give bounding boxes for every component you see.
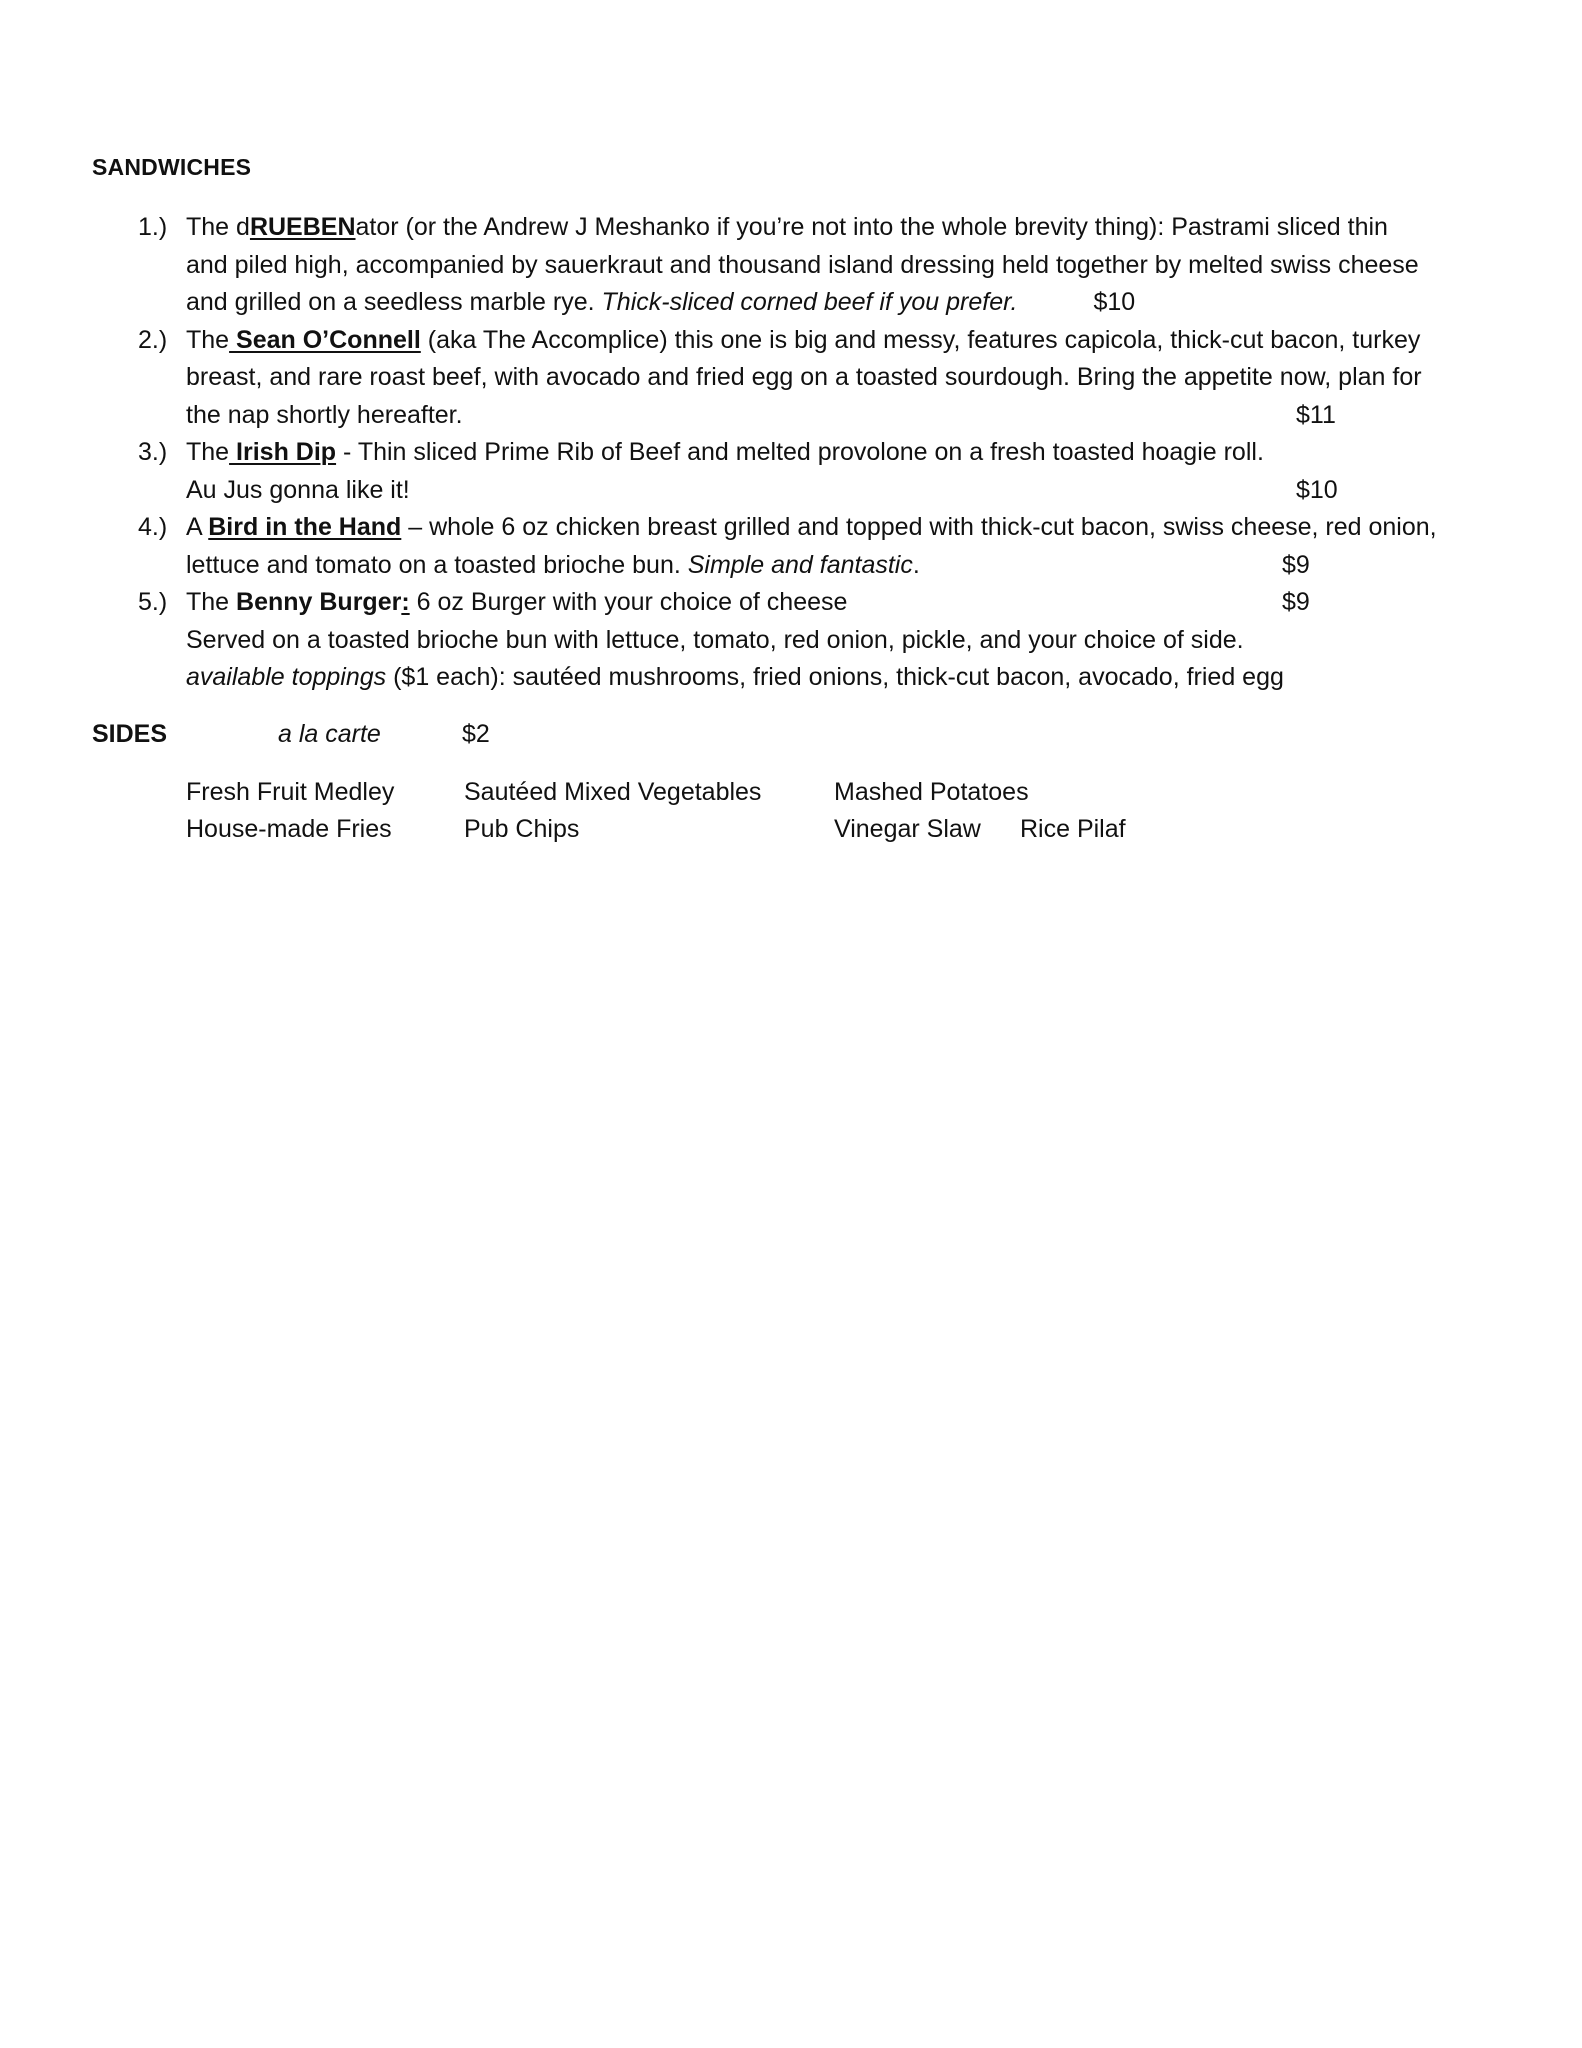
item-line (186, 547, 1478, 585)
side-item: Vinegar Slaw (834, 815, 981, 843)
item-number: 1.) (138, 213, 168, 241)
item-note: available toppings (186, 663, 387, 691)
item-line (186, 509, 1478, 547)
sides-heading (92, 716, 167, 754)
item-price: $9 (1282, 550, 1310, 579)
item-line (186, 584, 1478, 622)
side-item: Sautéed Mixed Vegetables (464, 778, 762, 806)
item-text: . (912, 550, 920, 579)
sides-note: a la carte (278, 720, 381, 748)
item-line (186, 209, 1478, 247)
item-line (186, 322, 1478, 360)
side-item: Mashed Potatoes (834, 778, 1029, 806)
side-item: Rice Pilaf (1020, 815, 1126, 843)
item-line (186, 434, 1478, 472)
item-line: breast, and rare roast beef, with avocado and fried egg on a toasted sourdough. Bring the appetite now, plan for (186, 363, 1422, 391)
side-item: Fresh Fruit Medley (186, 778, 395, 806)
item-name: RUEBEN (249, 213, 356, 241)
side-item: Pub Chips (464, 815, 580, 843)
item-name: Sean O’Connell (229, 325, 421, 354)
sides-heading-text: SIDES (92, 720, 168, 748)
item-line (186, 397, 1478, 435)
item-text: the nap shortly hereafter. (186, 400, 463, 429)
menu-item-drubenator (138, 209, 1478, 322)
sides-price: $2 (462, 720, 490, 748)
sandwiches-heading: SANDWICHES (92, 154, 252, 180)
item-text: – whole 6 oz chicken breast grilled and topped with thick-cut bacon, swiss cheese, red onion, (401, 513, 1437, 541)
item-name: Bird in the Hand (208, 513, 402, 541)
item-price: $10 (1093, 288, 1136, 316)
item-text: ($1 each): sautéed mushrooms, fried onions, thick-cut bacon, avocado, fried egg (386, 663, 1284, 691)
item-text: ator (or the Andrew J Meshanko if you’re not into the whole brevity thing): Pastrami sliced thin (355, 213, 1388, 241)
item-line (186, 284, 1478, 322)
item-text: The d (186, 213, 250, 241)
item-number: 5.) (138, 588, 168, 616)
item-text: Au Jus gonna like it! (186, 475, 410, 504)
item-text: (aka The Accomplice) this one is big and messy, features capicola, thick-cut bacon, turkey (420, 325, 1421, 354)
item-line (186, 659, 1478, 697)
item-line: and piled high, accompanied by sauerkraut and thousand island dressing held together by melted swiss cheese (186, 250, 1419, 279)
item-price: $9 (1282, 588, 1310, 616)
item-line (186, 472, 1478, 510)
item-price: $10 (1296, 475, 1338, 504)
item-price: $11 (1296, 400, 1336, 429)
item-text: and grilled on a seedless marble rye. (186, 288, 602, 316)
item-text: The (186, 325, 230, 354)
item-text: A (186, 513, 209, 541)
menu-item-irish-dip (138, 434, 1478, 509)
item-text: 6 oz Burger with your choice of cheese (409, 588, 848, 616)
menu-item-sean-oconnell (138, 322, 1478, 435)
item-text: The (186, 588, 237, 616)
menu-item-bird-in-the-hand (138, 509, 1478, 584)
item-name: Irish Dip (229, 438, 337, 466)
item-note: Simple and fantastic (687, 550, 913, 579)
side-item: House-made Fries (186, 815, 392, 843)
item-number: 4.) (138, 513, 168, 541)
menu-item-benny-burger (138, 584, 1478, 697)
item-name-colon: : (401, 588, 410, 616)
item-text: The (186, 438, 230, 466)
item-number: 2.) (138, 325, 168, 354)
item-note: Thick-sliced corned beef if you prefer. (601, 288, 1018, 316)
item-text: - Thin sliced Prime Rib of Beef and melted provolone on a fresh toasted hoagie roll. (336, 438, 1264, 466)
sandwich-list (138, 209, 1478, 697)
item-name: Benny Burger (236, 588, 402, 616)
item-text: lettuce and tomato on a toasted brioche bun. (186, 550, 688, 579)
item-line: Served on a toasted brioche bun with lettuce, tomato, red onion, pickle, and your choice of side. (186, 625, 1244, 654)
item-number: 3.) (138, 438, 168, 466)
